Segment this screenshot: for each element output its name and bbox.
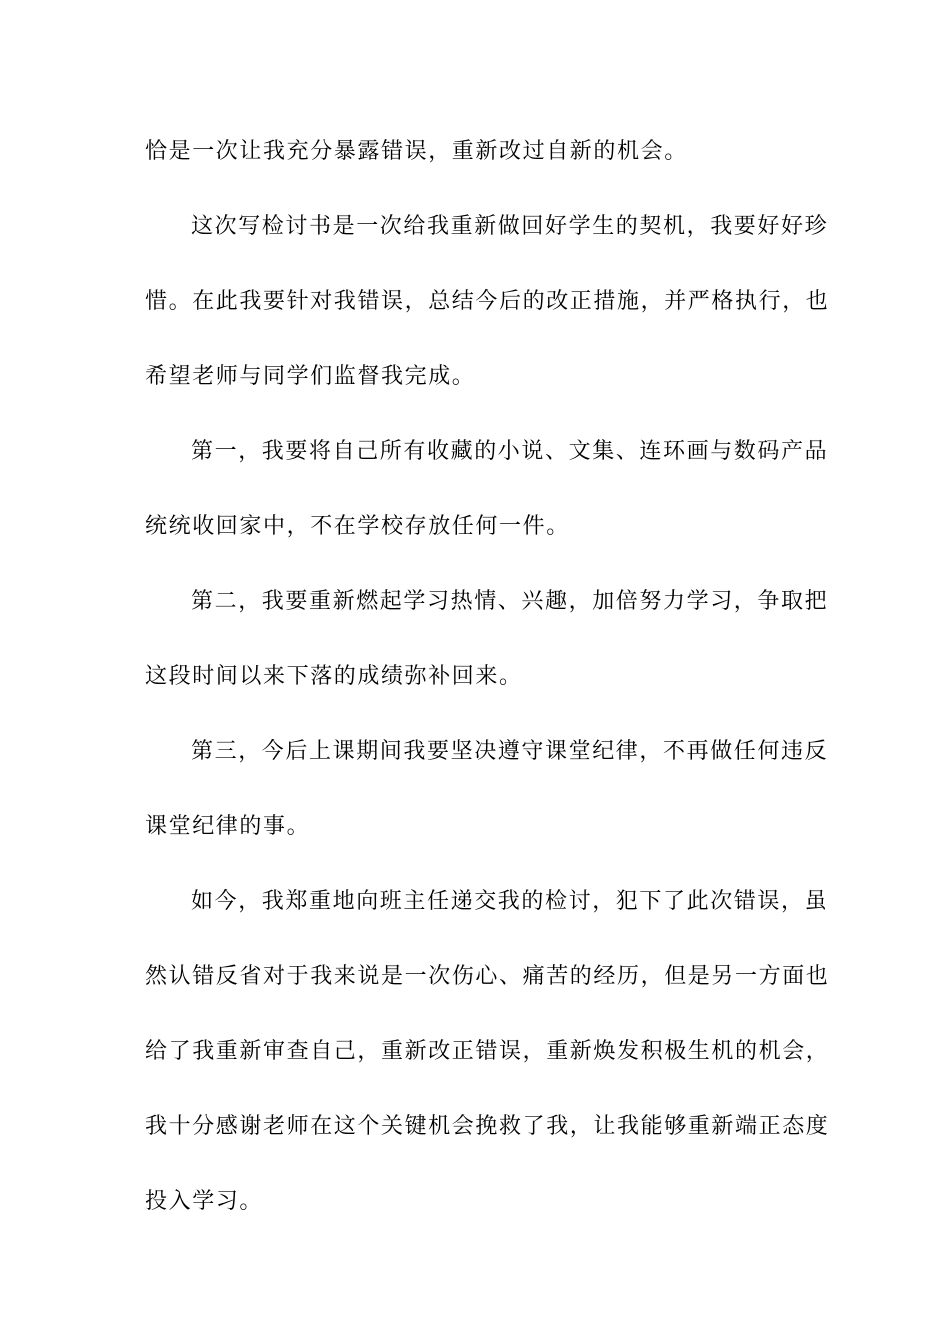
text-line: 课堂纪律的事。 — [145, 814, 311, 839]
text-line: 惜。在此我要针对我错误，总结今后的改正措施，并严格执行，也 — [145, 289, 830, 314]
text-line: 希望老师与同学们监督我完成。 — [145, 364, 476, 389]
paragraph-first-line: 第二，我要重新燃起学习热情、兴趣，加倍努力学习，争取把 — [191, 589, 829, 614]
text-line: 给了我重新审查自己，重新改正错误，重新焕发积极生机的机会， — [145, 1039, 830, 1064]
paragraph-first-line: 这次写检讨书是一次给我重新做回好学生的契机，我要好好珍 — [191, 214, 829, 239]
text-line: 投入学习。 — [145, 1189, 264, 1214]
paragraph-first-line: 如今，我郑重地向班主任递交我的检讨，犯下了此次错误，虽 — [191, 889, 829, 914]
paragraph-first-line: 第一，我要将自己所有收藏的小说、文集、连环画与数码产品 — [191, 439, 829, 464]
text-line: 这段时间以来下落的成绩弥补回来。 — [145, 664, 523, 689]
text-line: 我十分感谢老师在这个关键机会挽救了我，让我能够重新端正态度 — [145, 1114, 830, 1139]
paragraph-first-line: 第三，今后上课期间我要坚决遵守课堂纪律，不再做任何违反 — [191, 739, 829, 764]
text-line: 统统收回家中，不在学校存放任何一件。 — [145, 514, 570, 539]
text-line: 恰是一次让我充分暴露错误，重新改过自新的机会。 — [145, 139, 688, 164]
text-line: 然认错反省对于我来说是一次伤心、痛苦的经历，但是另一方面也 — [145, 964, 830, 989]
